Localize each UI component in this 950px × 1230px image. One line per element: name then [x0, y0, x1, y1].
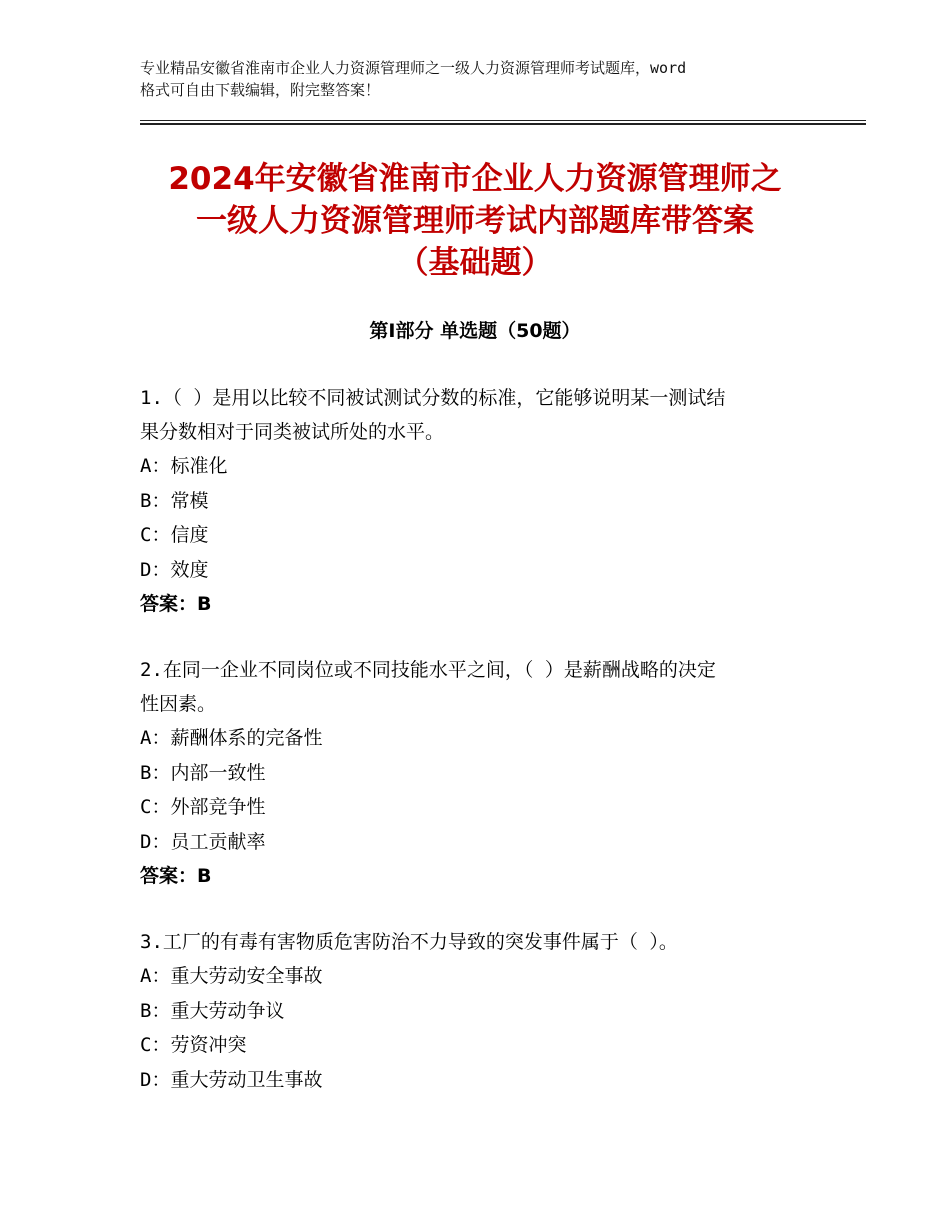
question-2-option-d: D：员工贡献率: [140, 830, 266, 853]
question-2: [140, 653, 820, 894]
question-1-option-a: A：标准化: [140, 455, 228, 477]
question-3: [140, 925, 820, 1097]
question-1-answer: 答案：B: [140, 593, 212, 615]
question-1-option-d: D：效度: [140, 558, 209, 581]
question-3-stem-line-1: 3.工厂的有毒有害物质危害防治不力导致的突发事件属于（ ）。: [140, 931, 678, 953]
document-title: [120, 158, 830, 284]
question-3-option-d: D：重大劳动卫生事故: [140, 1068, 323, 1091]
question-2-option-a: A：薪酬体系的完备性: [140, 727, 323, 749]
question-2-option-c: C：外部竞争性: [140, 796, 266, 818]
question-3-option-c: C：劳资冲突: [140, 1034, 247, 1056]
question-2-stem-line-1: 2.在同一企业不同岗位或不同技能水平之间，（ ）是薪酬战略的决定: [140, 659, 716, 681]
section-title: 第Ⅰ部分 单选题（50题）: [369, 320, 581, 342]
question-1-option-c: C：信度: [140, 524, 209, 546]
question-2-option-b: B：内部一致性: [140, 761, 266, 784]
question-3-option-b: B：重大劳动争议: [140, 999, 285, 1022]
question-1-stem-line-1: 1.（ ）是用以比较不同被试测试分数的标准，它能够说明某一测试结: [140, 387, 726, 409]
header-note-line-1: 专业精品安徽省淮南市企业人力资源管理师之一级人力资源管理师考试题库，word: [140, 59, 687, 77]
question-1-option-b: B：常模: [140, 489, 209, 512]
header-note-line-2: 格式可自由下载编辑，附完整答案！: [140, 81, 381, 99]
question-1: [140, 381, 820, 622]
title-line-2: 一级人力资源管理师考试内部题库带答案: [196, 203, 754, 239]
header-divider-thick: [140, 123, 866, 125]
title-line-1: 2024年安徽省淮南市企业人力资源管理师之: [168, 161, 782, 197]
question-2-answer: 答案：B: [140, 865, 212, 887]
header-divider-thin: [140, 120, 866, 121]
question-1-stem-line-2: 果分数相对于同类被试所处的水平。: [140, 421, 445, 443]
header-note: [140, 57, 820, 101]
question-3-option-a: A：重大劳动安全事故: [140, 965, 323, 987]
title-line-3: （基础题）: [397, 245, 553, 281]
question-2-stem-line-2: 性因素。: [140, 693, 217, 715]
